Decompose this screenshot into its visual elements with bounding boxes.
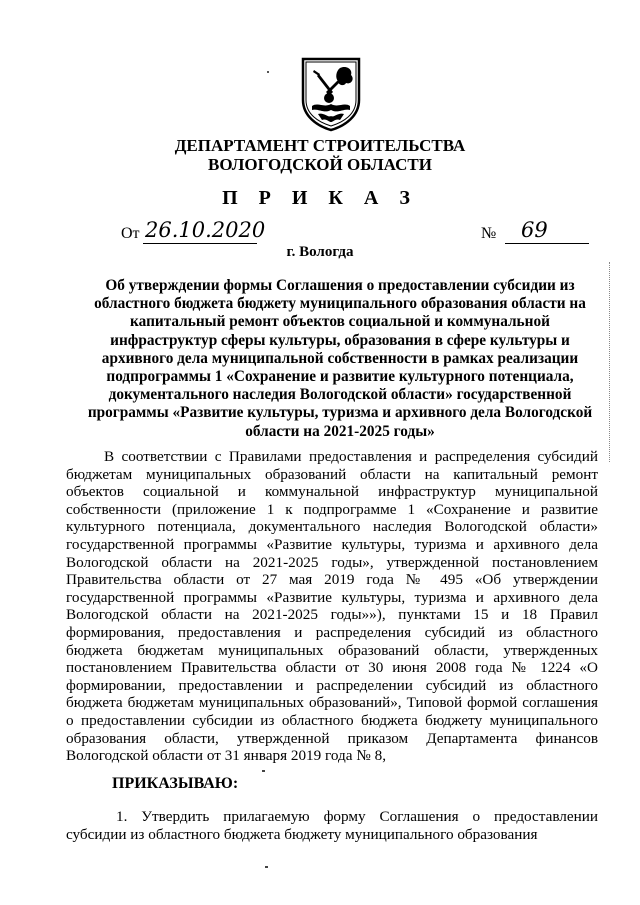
order-subject: Об утверждении формы Соглашения о предоставлении субсидии из областного бюджета бюджету муниципального образования области на капитальный ремонт объектов социальной и коммунальной инфраструктур сферы культуры, образования в сфере культуры и архивного дела муниципальной собственности в рамках реализации подпрограммы 1 «Сохранение и развитие культурного потенциала, документального наследия Вологодской области» государственной программы «Развитие культуры, туризма и архивного дела Вологодской области на 2021-2025 годы» — [87, 277, 593, 440]
number-value: 69 — [505, 217, 589, 244]
scan-speck — [265, 866, 268, 868]
order-directive: ПРИКАЗЫВАЮ: — [112, 775, 239, 792]
date-value: 26.10.2020 — [145, 218, 266, 242]
document-title: П Р И К А З — [222, 187, 418, 209]
number-label: № — [481, 225, 497, 242]
scan-margin-line — [609, 262, 610, 462]
date-label: От — [121, 225, 140, 242]
preamble-paragraph: В соответствии с Правилами предоставления и распределения субсидий бюджетам муниципальных образований области на капитальный ремонт объектов социальной и коммунальной инфраструктур муниципальной собственности (приложение 1 к подпрограмме 1 «Сохранение и развитие культурного потенциала, документального наследия Вологодской области» государственной программы «Развитие культуры, туризма и архивного дела Вологодской области на 2021-2025 годы», утвержденной постановлением Правительства области от 27 мая 2019 года № 495 «Об утверждении государственной программы «Развитие культуры, туризма и архивного дела Вологодской области на 2021-2025 годы»»), пунктами 15 и 18 Правил формирования, предоставления и распределения субсидий из областного бюджета бюджетам муниципальных образований области, утвержденных постановлением Правительства области от 30 июня 2008 года № 1224 «О формировании, предоставлении и распределении субсидий из областного бюджета бюджетам муниципальных образований», Типовой формой соглашения о предоставлении субсидии из областного бюджета бюджету муниципального образования области, утвержденной приказом Департамента финансов Вологодской области от 31 января 2019 года № 8, — [66, 448, 598, 765]
order-item-1: 1. Утвердить прилагаемую форму Соглашения о предоставлении субсидии из областного бюджета бюджету муниципального образования — [66, 808, 598, 843]
vologda-coat-of-arms-icon — [300, 56, 362, 132]
scan-speck — [267, 71, 269, 73]
scan-speck — [262, 770, 265, 772]
city-name: г. Вологда — [286, 244, 354, 260]
department-name-line1: ДЕПАРТАМЕНТ СТРОИТЕЛЬСТВА — [174, 136, 466, 155]
department-name-line2: ВОЛОГОДСКОЙ ОБЛАСТИ — [208, 155, 432, 174]
